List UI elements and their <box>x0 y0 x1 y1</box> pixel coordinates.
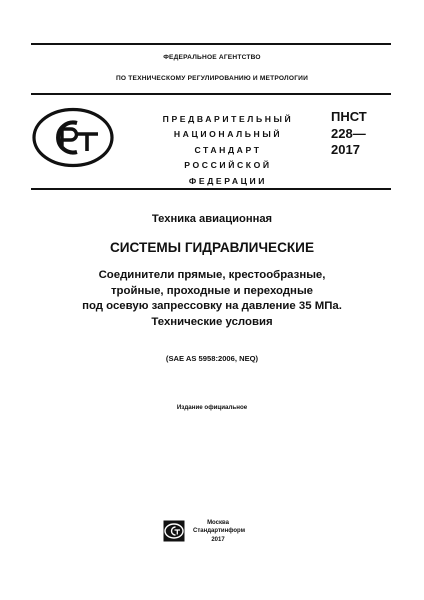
designation-line: 228— <box>331 125 366 141</box>
designation-line: ПНСТ <box>331 109 367 124</box>
edition-note: Издание официальное <box>176 404 248 411</box>
subtitle-line: Технические условия <box>151 315 273 328</box>
standartinform-logo-icon <box>163 520 185 542</box>
standard-type <box>140 112 316 189</box>
subtitle-line: под осевую запрессовку на давление 35 МПа. <box>82 300 342 313</box>
title-subtitle <box>0 268 424 330</box>
top-rule <box>31 43 391 45</box>
standard-type-line: ПРЕДВАРИТЕЛЬНЫЙ <box>162 114 294 124</box>
publisher-name: Стандартинформ <box>193 528 246 535</box>
title-category: Техника авиационная <box>151 213 273 225</box>
subtitle-line: тройные, проходные и переходные <box>110 284 314 297</box>
title-rule <box>31 188 391 190</box>
agency-name-line-2: ПО ТЕХНИЧЕСКОМУ РЕГУЛИРОВАНИЮ И МЕТРОЛОГИИ <box>115 75 309 82</box>
gost-r-emblem-icon <box>31 107 115 168</box>
designation-line: 2017 <box>331 142 360 157</box>
publisher-info <box>193 519 246 544</box>
standard-type-line: СТАНДАРТ <box>194 144 262 155</box>
title-main: СИСТЕМЫ ГИДРАВЛИЧЕСКИЕ <box>109 240 315 255</box>
standard-type-line: ФЕДЕРАЦИИ <box>188 175 268 186</box>
publisher-year: 2017 <box>211 536 225 543</box>
standard-type-line: РОССИЙСКОЙ <box>184 160 272 171</box>
header-rule <box>31 93 391 95</box>
reference-standard: (SAE AS 5958:2006, NEQ) <box>165 354 259 363</box>
publisher-city: Москва <box>207 520 229 526</box>
agency-name-line-1: ФЕДЕРАЛЬНОЕ АГЕНТСТВО <box>163 54 261 61</box>
subtitle-line: Соединители прямые, крестообразные, <box>98 269 326 281</box>
standard-designation <box>331 109 391 159</box>
standard-type-line: НАЦИОНАЛЬНЫЙ <box>173 129 283 140</box>
